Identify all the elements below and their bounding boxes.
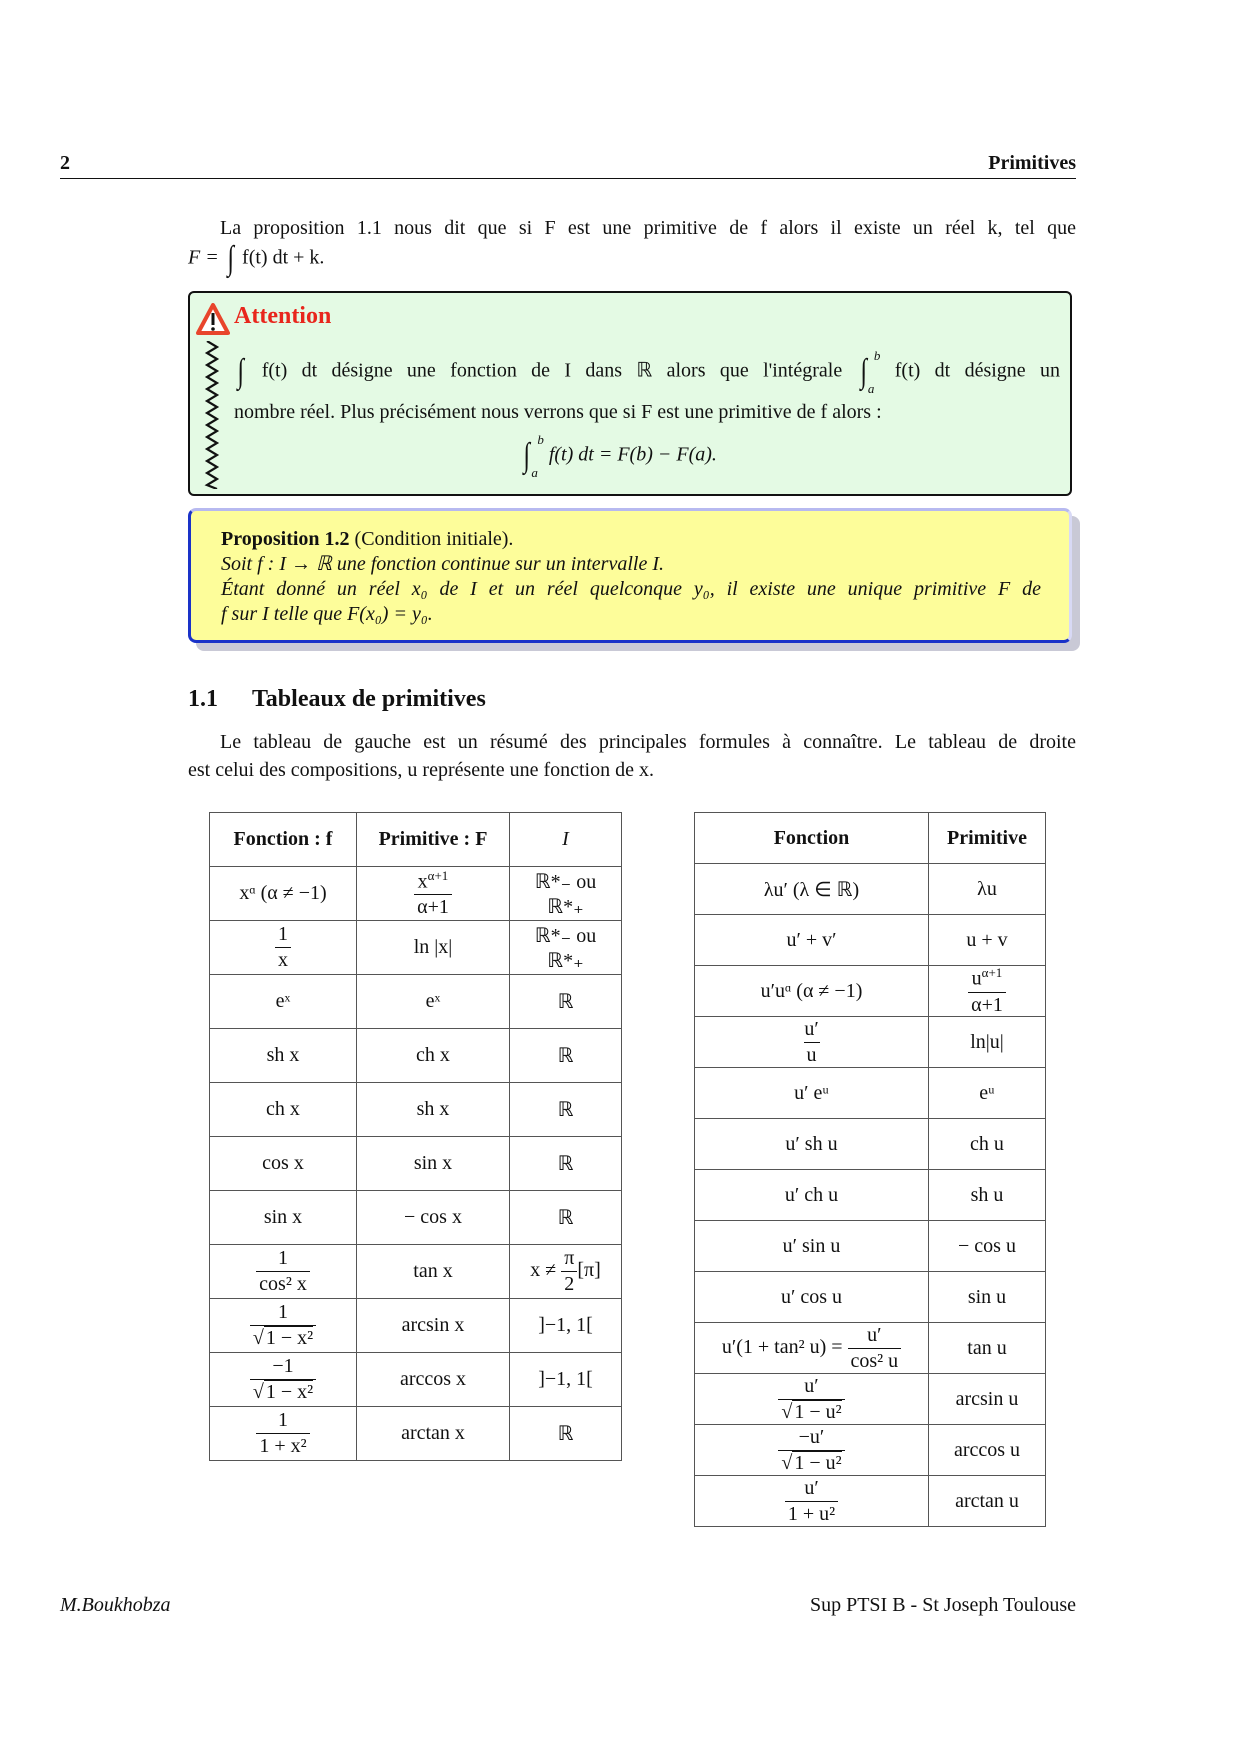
attention-text-a: f(t) dt désigne une fonction de I dans ℝ alors que l'intégrale	[261, 359, 843, 382]
cell-f: $\frac{-1}{\text{√ 1 − x²}}$	[210, 1353, 357, 1407]
cell-F: arcsin u	[929, 1374, 1046, 1425]
intro-integrand: f(t) dt + k.	[242, 246, 325, 269]
cell-F: sin u	[929, 1272, 1046, 1323]
proposition-line-3: f sur I telle que F(x₀) = y₀.	[221, 603, 433, 625]
table-header-row	[210, 813, 622, 867]
section-heading	[188, 686, 486, 713]
proposition-box	[188, 508, 1072, 643]
section-line-1: Le tableau de gauche est un résumé des principales formules à connaître. Le tableau de droite	[220, 731, 1076, 753]
cell-F: eᵘ	[929, 1068, 1046, 1119]
cell-F: λu	[929, 864, 1046, 915]
cell-F: ch u	[929, 1119, 1046, 1170]
cell-F: arctan x	[357, 1407, 510, 1461]
cell-f: sh x	[210, 1029, 357, 1083]
table-row	[695, 1119, 1046, 1170]
page-header	[60, 150, 1076, 179]
cell-F: − cos x	[357, 1191, 510, 1245]
col-header-function: Fonction : f	[210, 813, 357, 867]
proposition-body	[221, 527, 1041, 627]
cell-F: arcsin x	[357, 1299, 510, 1353]
cell-F: arccos u	[929, 1425, 1046, 1476]
cell-I: ℝ	[510, 975, 622, 1029]
integral-sign-icon: ∫	[227, 240, 234, 277]
col-header-interval: I	[510, 813, 622, 867]
cell-f: $\frac{1}{\text{cos² x}}$	[210, 1245, 357, 1299]
proposition-heading	[221, 527, 1041, 552]
cell-I: ]−1, 1[	[510, 1353, 622, 1407]
proposition-line-1: Soit f : I → ℝ une fonction continue sur un intervalle I.	[221, 553, 664, 575]
table-row	[695, 1323, 1046, 1374]
table-row	[210, 1299, 622, 1353]
equation-body: f(t) dt = F(b) − F(a).	[548, 443, 717, 466]
attention-body	[234, 349, 1060, 429]
cell-I: ℝ	[510, 1407, 622, 1461]
cell-f: xᵅ (α ≠ −1)	[210, 867, 357, 921]
cell-f: u′ cos u	[695, 1272, 929, 1323]
cell-F: − cos u	[929, 1221, 1046, 1272]
section-title: Tableaux de primitives	[252, 686, 486, 712]
cell-F: $\frac{u^{\alpha+1}}{\alpha+1}$	[929, 966, 1046, 1017]
table-row	[695, 966, 1046, 1017]
table-row	[210, 1191, 622, 1245]
table-header-row	[695, 813, 1046, 864]
table-row	[210, 1407, 622, 1461]
cell-I: x ≠ $\frac{\pi}{2}$ [π]	[510, 1245, 622, 1299]
col-header-function: Fonction	[695, 813, 929, 864]
proposition-label: Proposition 1.2	[221, 528, 350, 550]
integral-sign-icon: ∫	[237, 353, 244, 390]
page-number: 2	[60, 152, 70, 174]
table-row	[210, 1353, 622, 1407]
cell-F: tan u	[929, 1323, 1046, 1374]
cell-f: λu′ (λ ∈ ℝ)	[695, 864, 929, 915]
cell-I: ℝ	[510, 1137, 622, 1191]
cell-f: sin x	[210, 1191, 357, 1245]
cell-F: ln|u|	[929, 1017, 1046, 1068]
integral-sign-icon: ∫	[859, 353, 867, 390]
cell-f: u′ sh u	[695, 1119, 929, 1170]
cell-F: eˣ	[357, 975, 510, 1029]
integral-sign-icon: ∫	[523, 437, 530, 474]
col-header-primitive: Primitive	[929, 813, 1046, 864]
cell-I: ℝ	[510, 1029, 622, 1083]
primitives-table-composition	[694, 812, 1046, 1527]
section-number: 1.1	[188, 686, 218, 712]
cell-F: u + v	[929, 915, 1046, 966]
cell-F: sh x	[357, 1083, 510, 1137]
cell-f: u′ sin u	[695, 1221, 929, 1272]
intro-line-1: La proposition 1.1 nous dit que si F est une primitive de f alors il existe un réel k, tel que	[220, 217, 1076, 239]
cell-I: ]−1, 1[	[510, 1299, 622, 1353]
cell-I: ℝ*₋ ou ℝ*₊	[510, 921, 622, 975]
cell-F: arccos x	[357, 1353, 510, 1407]
table-row	[695, 1425, 1046, 1476]
warning-triangle-icon	[196, 303, 230, 335]
cell-f: eˣ	[210, 975, 357, 1029]
cell-f: u′(1 + tan² u) = $\frac{u'}{\text{cos² u}}$	[695, 1323, 929, 1374]
table-row	[695, 1272, 1046, 1323]
cell-f: ch x	[210, 1083, 357, 1137]
footer-author: M.Boukhobza	[60, 1594, 171, 1616]
cell-F: ch x	[357, 1029, 510, 1083]
proposition-name: (Condition initiale).	[354, 528, 514, 550]
cell-f: cos x	[210, 1137, 357, 1191]
table-row	[695, 864, 1046, 915]
cell-I: ℝ	[510, 1191, 622, 1245]
cell-F: sh u	[929, 1170, 1046, 1221]
cell-F: tan x	[357, 1245, 510, 1299]
intro-lhs: F =	[188, 246, 219, 269]
table-row	[210, 1083, 622, 1137]
table-row	[695, 1221, 1046, 1272]
cell-I: ℝ	[510, 1083, 622, 1137]
table-row	[210, 1029, 622, 1083]
cell-f: u′ + v′	[695, 915, 929, 966]
integral-limits: b a	[531, 432, 544, 480]
cell-f: $\frac{u'}{u}$	[695, 1017, 929, 1068]
attention-line-2: nombre réel. Plus précisément nous verrons que si F est une primitive de f alors :	[234, 401, 882, 423]
table-row	[695, 1170, 1046, 1221]
cell-f: u′ eᵘ	[695, 1068, 929, 1119]
integral-limits: b a	[867, 348, 881, 396]
attention-text-b: f(t) dt désigne un	[894, 359, 1061, 382]
running-title: Primitives	[988, 152, 1076, 174]
cell-I: ℝ*₋ ou ℝ*₊	[510, 867, 622, 921]
intro-paragraph	[188, 214, 1076, 276]
cell-f: u′ ch u	[695, 1170, 929, 1221]
attention-equation	[520, 433, 717, 479]
attention-line-1	[234, 349, 1060, 395]
cell-F: $\frac{x^{\alpha+1}}{\alpha+1}$	[357, 867, 510, 921]
cell-f: $\frac{1}{x}$	[210, 921, 357, 975]
table-row	[695, 1068, 1046, 1119]
proposition-line-2: Étant donné un réel x₀ de I et un réel quelconque y₀, il existe une unique primitive F de	[221, 578, 1041, 600]
intro-line-2	[188, 242, 1076, 276]
attention-box	[188, 291, 1072, 496]
table-row	[695, 1476, 1046, 1527]
table-row	[210, 1245, 622, 1299]
table-row	[695, 1017, 1046, 1068]
primitives-table-basic	[209, 812, 622, 1461]
section-line-2: est celui des compositions, u représente une fonction de x.	[188, 759, 654, 781]
table-row	[210, 975, 622, 1029]
cell-f: $\frac{-u'}{\text{√ 1 − u²}}$	[695, 1425, 929, 1476]
cell-F: ln |x|	[357, 921, 510, 975]
zigzag-rule-icon	[204, 341, 220, 489]
cell-f: $\frac{u'}{\text{√ 1 − u²}}$	[695, 1374, 929, 1425]
section-paragraph	[188, 728, 1076, 784]
cell-f: $\frac{u'}{\text{1 + u²}}$	[695, 1476, 929, 1527]
cell-F: sin x	[357, 1137, 510, 1191]
table-row	[695, 1374, 1046, 1425]
cell-F: arctan u	[929, 1476, 1046, 1527]
attention-title: Attention	[234, 303, 332, 329]
cell-f: $\frac{1}{\text{√ 1 − x²}}$	[210, 1299, 357, 1353]
table-row	[695, 915, 1046, 966]
cell-f: u′uᵅ (α ≠ −1)	[695, 966, 929, 1017]
col-header-primitive: Primitive : F	[357, 813, 510, 867]
table-row	[210, 1137, 622, 1191]
footer-school: Sup PTSI B - St Joseph Toulouse	[809, 1594, 1076, 1616]
table-row	[210, 921, 622, 975]
table-row	[210, 867, 622, 921]
cell-f: $\frac{1}{\text{1 + x²}}$	[210, 1407, 357, 1461]
